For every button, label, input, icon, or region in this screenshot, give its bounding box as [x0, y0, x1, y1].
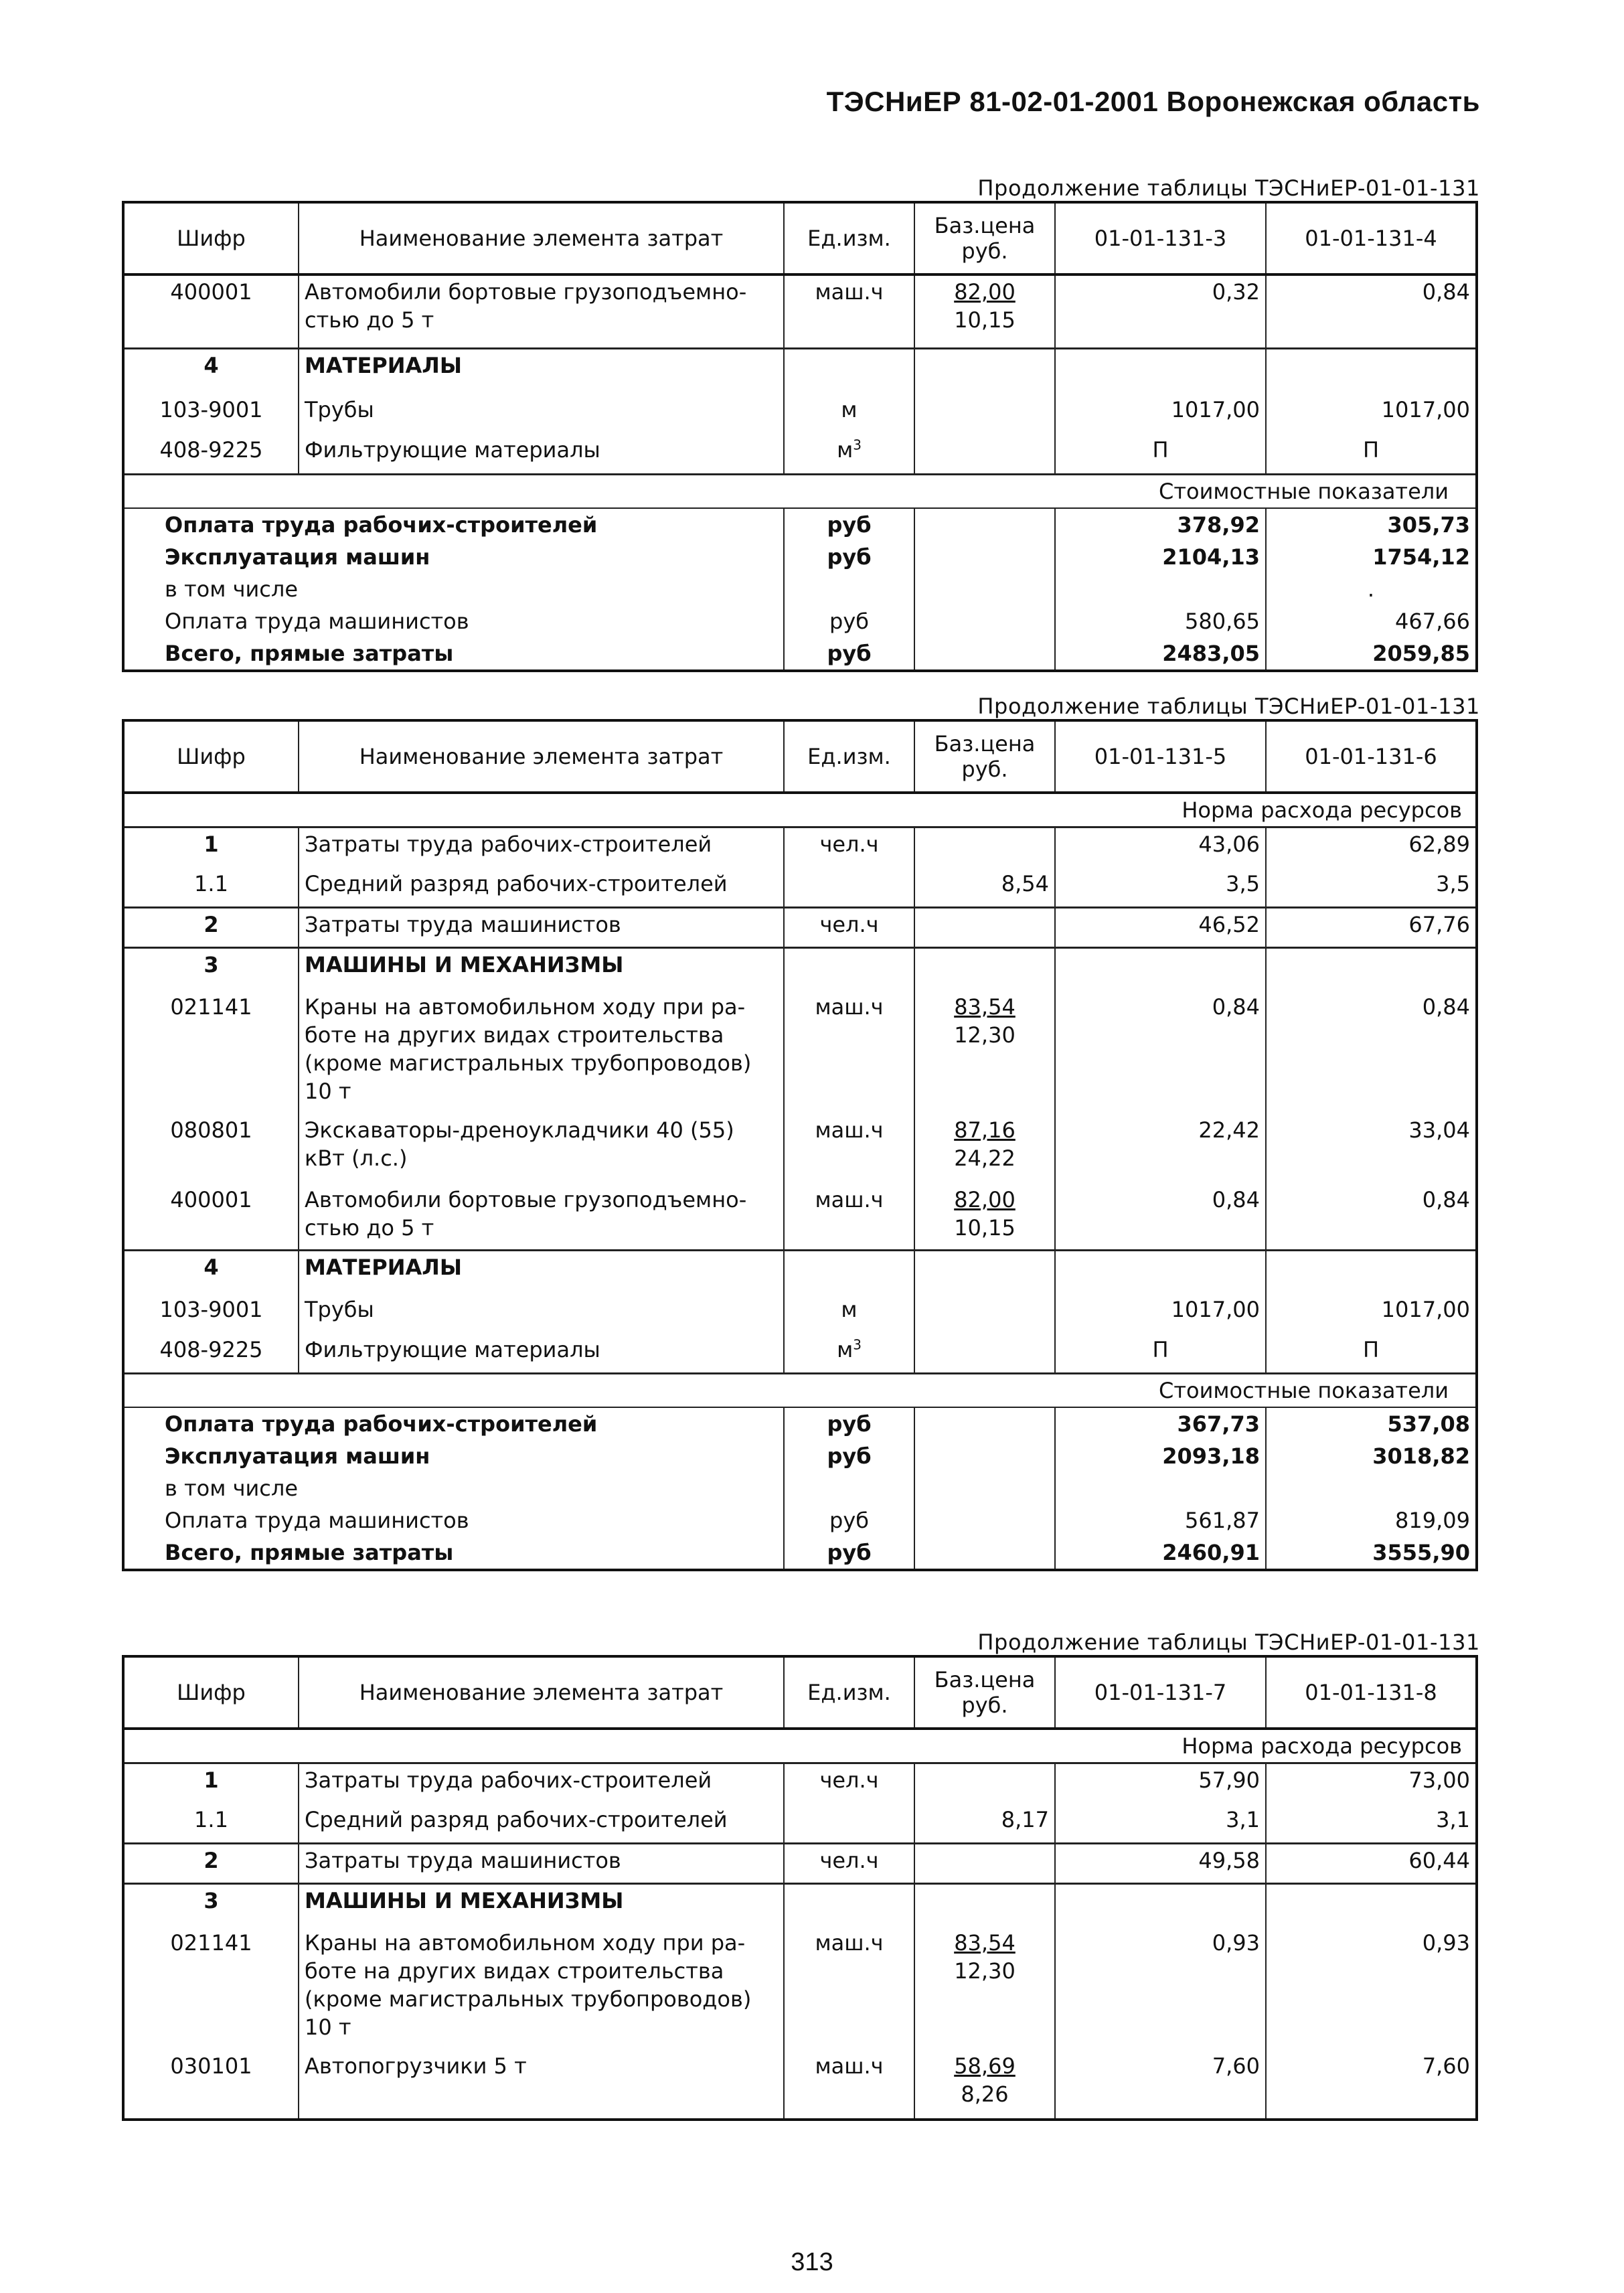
row-value-a: 3,1	[1055, 1804, 1266, 1844]
cost-label: Оплата труда рабочих-строителей	[123, 1407, 784, 1440]
empty-cell	[1266, 1884, 1477, 1927]
row-value-b: 67,76	[1266, 908, 1477, 948]
col-header-unit: Ед.изм.	[784, 720, 914, 793]
row-price	[914, 991, 1055, 1114]
cost-unit: руб	[784, 637, 914, 671]
row-unit: маш.ч	[784, 991, 914, 1114]
table-header-row	[123, 720, 1477, 793]
empty-cell	[914, 541, 1055, 573]
empty-cell	[914, 1536, 1055, 1570]
row-value-b: 7,60	[1266, 2050, 1477, 2120]
col-header-name: Наименование элемента затрат	[299, 720, 784, 793]
row-value-b: 0,84	[1266, 1184, 1477, 1251]
norm-section-title-row	[123, 793, 1477, 827]
cost-row	[123, 541, 1477, 573]
table-row	[123, 1293, 1477, 1334]
norm-section-title: Норма расхода ресурсов	[123, 793, 1477, 827]
empty-cell	[914, 605, 1055, 637]
cost-row	[123, 605, 1477, 637]
section-code: 3	[123, 1884, 299, 1927]
section-title: МАТЕРИАЛЫ	[299, 348, 784, 394]
cost-row	[123, 508, 1477, 541]
col-header-name: Наименование элемента затрат	[299, 202, 784, 274]
row-code: 2	[123, 908, 299, 948]
cost-value-a: 2460,91	[1055, 1536, 1266, 1570]
table-row	[123, 394, 1477, 434]
cost-value-a: 561,87	[1055, 1504, 1266, 1536]
cost-unit: руб	[784, 1504, 914, 1536]
empty-cell	[1266, 948, 1477, 991]
empty-cell	[914, 1334, 1055, 1374]
section-row	[123, 948, 1477, 991]
row-code: 408-9225	[123, 434, 299, 474]
cost-section-title-row	[123, 1374, 1477, 1408]
empty-cell	[1055, 948, 1266, 991]
unit-superscript: 3	[853, 437, 862, 453]
price-base: 87,16	[954, 1117, 1016, 1143]
row-value-a: П	[1055, 434, 1266, 474]
col-header-price: Баз.цена руб.	[914, 202, 1055, 274]
cost-row	[123, 1407, 1477, 1440]
row-value-b: 33,04	[1266, 1114, 1477, 1184]
price-base: 58,69	[954, 2053, 1016, 2079]
row-value-b: 73,00	[1266, 1763, 1477, 1804]
row-value-b: 60,44	[1266, 1844, 1477, 1884]
cost-value-a: 2104,13	[1055, 541, 1266, 573]
cost-row	[123, 1536, 1477, 1570]
price-base: 82,00	[954, 279, 1016, 305]
row-name: Затраты труда машинистов	[299, 908, 784, 948]
table-row	[123, 274, 1477, 348]
cost-value-b: .	[1266, 573, 1477, 605]
price-wage: 24,22	[954, 1145, 1016, 1171]
row-value-a: 1017,00	[1055, 1293, 1266, 1334]
table-row	[123, 1804, 1477, 1844]
cost-row	[123, 573, 1477, 605]
cost-unit: руб	[784, 1407, 914, 1440]
cost-value-b: 467,66	[1266, 605, 1477, 637]
empty-cell	[784, 348, 914, 394]
table-row	[123, 1334, 1477, 1374]
empty-cell	[1055, 573, 1266, 605]
cost-value-a: 580,65	[1055, 605, 1266, 637]
cost-section-title: Стоимостные показатели	[123, 474, 1477, 508]
row-code: 408-9225	[123, 1334, 299, 1374]
row-unit: маш.ч	[784, 274, 914, 348]
empty-cell	[784, 1884, 914, 1927]
row-code: 080801	[123, 1114, 299, 1184]
row-price	[914, 274, 1055, 348]
table-row	[123, 827, 1477, 868]
section-title: МАШИНЫ И МЕХАНИЗМЫ	[299, 948, 784, 991]
unit-superscript: 3	[853, 1336, 862, 1352]
row-value-a: 57,90	[1055, 1763, 1266, 1804]
row-code: 030101	[123, 2050, 299, 2120]
cost-row	[123, 1504, 1477, 1536]
row-name: Фильтрующие материалы	[299, 434, 784, 474]
col-header-code: Шифр	[123, 1656, 299, 1729]
row-value-b: 1017,00	[1266, 394, 1477, 434]
table-row	[123, 2050, 1477, 2120]
cost-row	[123, 637, 1477, 671]
empty-cell	[1266, 1472, 1477, 1504]
row-unit: чел.ч	[784, 827, 914, 868]
cost-value-b: 2059,85	[1266, 637, 1477, 671]
table-row	[123, 1184, 1477, 1251]
page-number: 313	[791, 2248, 833, 2276]
cost-label: в том числе	[123, 573, 784, 605]
row-name: Фильтрующие материалы	[299, 1334, 784, 1374]
empty-cell	[914, 508, 1055, 541]
row-price: 8,54	[914, 868, 1055, 908]
row-unit	[784, 434, 914, 474]
row-name: Затраты труда рабочих-строителей	[299, 827, 784, 868]
table-caption: Продолжение таблицы ТЭСНиЕР-01-01-131	[977, 175, 1480, 201]
row-name: Средний разряд рабочих-строителей	[299, 1804, 784, 1844]
row-value-a: 1017,00	[1055, 394, 1266, 434]
empty-cell	[1055, 1251, 1266, 1293]
row-value-b: 0,84	[1266, 274, 1477, 348]
row-value-a: 3,5	[1055, 868, 1266, 908]
section-code: 4	[123, 348, 299, 394]
row-value-a: 46,52	[1055, 908, 1266, 948]
col-header-name: Наименование элемента затрат	[299, 1656, 784, 1729]
col-header-price: Баз.цена руб.	[914, 720, 1055, 793]
row-value-b: 0,93	[1266, 1927, 1477, 2050]
empty-cell	[914, 908, 1055, 948]
table-row	[123, 1763, 1477, 1804]
unit-text: м	[837, 1336, 854, 1362]
resource-table-3	[122, 1655, 1478, 2121]
cost-label: Оплата труда рабочих-строителей	[123, 508, 784, 541]
section-title: МАТЕРИАЛЫ	[299, 1251, 784, 1293]
row-price	[914, 1114, 1055, 1184]
cost-unit: руб	[784, 605, 914, 637]
row-code: 021141	[123, 991, 299, 1114]
empty-cell	[1266, 348, 1477, 394]
row-value-a: 0,32	[1055, 274, 1266, 348]
row-unit: чел.ч	[784, 1844, 914, 1884]
cost-row	[123, 1440, 1477, 1472]
table-row	[123, 434, 1477, 474]
cost-value-b: 3555,90	[1266, 1536, 1477, 1570]
table-row	[123, 991, 1477, 1114]
norm-section-title: Норма расхода ресурсов	[123, 1729, 1477, 1763]
cost-value-b: 3018,82	[1266, 1440, 1477, 1472]
row-name: Затраты труда машинистов	[299, 1844, 784, 1884]
empty-cell	[1266, 1251, 1477, 1293]
cost-value-b: 537,08	[1266, 1407, 1477, 1440]
row-name: Краны на автомобильном ходу при ра-боте на других видах строительства (кроме магистральных трубопроводов) 10 т	[299, 991, 784, 1114]
cost-value-b: 1754,12	[1266, 541, 1477, 573]
row-price	[914, 1927, 1055, 2050]
col-header-code: Шифр	[123, 202, 299, 274]
cost-row	[123, 1472, 1477, 1504]
col-header-norm-a: 01-01-131-3	[1055, 202, 1266, 274]
price-wage: 10,15	[954, 1214, 1016, 1241]
price-base: 83,54	[954, 994, 1016, 1020]
cost-unit: руб	[784, 1440, 914, 1472]
row-name: Средний разряд рабочих-строителей	[299, 868, 784, 908]
row-name: Трубы	[299, 1293, 784, 1334]
cost-value-a: 2483,05	[1055, 637, 1266, 671]
row-code: 1	[123, 827, 299, 868]
row-value-a: 43,06	[1055, 827, 1266, 868]
row-value-b: 1017,00	[1266, 1293, 1477, 1334]
row-unit: маш.ч	[784, 1114, 914, 1184]
unit-text: м	[837, 437, 854, 463]
price-wage: 12,30	[954, 1958, 1016, 1984]
row-price	[914, 2050, 1055, 2120]
col-header-price: Баз.цена руб.	[914, 1656, 1055, 1729]
row-unit: маш.ч	[784, 1927, 914, 2050]
section-code: 4	[123, 1251, 299, 1293]
row-name: Автомобили бортовые грузоподъемно-стью до 5 т	[299, 274, 784, 348]
table-caption: Продолжение таблицы ТЭСНиЕР-01-01-131	[977, 694, 1480, 719]
table-row	[123, 1114, 1477, 1184]
empty-cell	[914, 948, 1055, 991]
col-header-unit: Ед.изм.	[784, 1656, 914, 1729]
col-header-norm-b: 01-01-131-6	[1266, 720, 1477, 793]
row-code: 103-9001	[123, 394, 299, 434]
empty-cell	[784, 868, 914, 908]
resource-table-2	[122, 719, 1478, 1571]
cost-label: Всего, прямые затраты	[123, 1536, 784, 1570]
empty-cell	[784, 1472, 914, 1504]
cost-section-title-row	[123, 474, 1477, 508]
cost-value-a: 2093,18	[1055, 1440, 1266, 1472]
row-unit: м	[784, 394, 914, 434]
cost-label: Оплата труда машинистов	[123, 605, 784, 637]
row-code: 1.1	[123, 868, 299, 908]
section-row	[123, 1251, 1477, 1293]
row-name: Автопогрузчики 5 т	[299, 2050, 784, 2120]
row-code: 103-9001	[123, 1293, 299, 1334]
cost-unit: руб	[784, 541, 914, 573]
col-header-norm-b: 01-01-131-4	[1266, 202, 1477, 274]
cost-value-b: 819,09	[1266, 1504, 1477, 1536]
row-unit	[784, 1334, 914, 1374]
row-value-a: 0,93	[1055, 1927, 1266, 2050]
row-value-b: 0,84	[1266, 991, 1477, 1114]
document-header: ТЭСНиЕР 81-02-01-2001 Воронежская область	[826, 86, 1480, 117]
empty-cell	[914, 434, 1055, 474]
row-code: 021141	[123, 1927, 299, 2050]
row-unit: м	[784, 1293, 914, 1334]
empty-cell	[914, 1884, 1055, 1927]
empty-cell	[1055, 1884, 1266, 1927]
row-code: 400001	[123, 1184, 299, 1251]
row-value-a: 22,42	[1055, 1114, 1266, 1184]
row-value-b: 62,89	[1266, 827, 1477, 868]
table-row	[123, 908, 1477, 948]
row-value-a: П	[1055, 1334, 1266, 1374]
table-row	[123, 1844, 1477, 1884]
empty-cell	[784, 1251, 914, 1293]
row-value-b: П	[1266, 1334, 1477, 1374]
empty-cell	[914, 1407, 1055, 1440]
cost-value-a: 378,92	[1055, 508, 1266, 541]
cost-value-a: 367,73	[1055, 1407, 1266, 1440]
row-name: Краны на автомобильном ходу при ра-боте на других видах строительства (кроме магистральных трубопроводов) 10 т	[299, 1927, 784, 2050]
table-row	[123, 1927, 1477, 2050]
section-row	[123, 348, 1477, 394]
col-header-norm-b: 01-01-131-8	[1266, 1656, 1477, 1729]
empty-cell	[914, 1844, 1055, 1884]
cost-label: Всего, прямые затраты	[123, 637, 784, 671]
empty-cell	[914, 1293, 1055, 1334]
empty-cell	[784, 948, 914, 991]
empty-cell	[1055, 1472, 1266, 1504]
empty-cell	[914, 1472, 1055, 1504]
row-price	[914, 1184, 1055, 1251]
row-code: 400001	[123, 274, 299, 348]
row-name: Экскаваторы-дреноукладчики 40 (55) кВт (л.с.)	[299, 1114, 784, 1184]
cost-label: в том числе	[123, 1472, 784, 1504]
cost-label: Оплата труда машинистов	[123, 1504, 784, 1536]
row-unit: чел.ч	[784, 908, 914, 948]
col-header-norm-a: 01-01-131-7	[1055, 1656, 1266, 1729]
row-name: Трубы	[299, 394, 784, 434]
cost-unit: руб	[784, 508, 914, 541]
row-value-b: 3,1	[1266, 1804, 1477, 1844]
empty-cell	[914, 827, 1055, 868]
empty-cell	[914, 573, 1055, 605]
row-code: 2	[123, 1844, 299, 1884]
table-caption: Продолжение таблицы ТЭСНиЕР-01-01-131	[977, 1630, 1480, 1655]
table-header-row	[123, 1656, 1477, 1729]
empty-cell	[914, 1440, 1055, 1472]
table-header-row	[123, 202, 1477, 274]
empty-cell	[784, 1804, 914, 1844]
row-value-a: 0,84	[1055, 1184, 1266, 1251]
empty-cell	[914, 1251, 1055, 1293]
norm-section-title-row	[123, 1729, 1477, 1763]
price-wage: 12,30	[954, 1022, 1016, 1048]
col-header-code: Шифр	[123, 720, 299, 793]
price-base: 82,00	[954, 1186, 1016, 1212]
section-code: 3	[123, 948, 299, 991]
col-header-unit: Ед.изм.	[784, 202, 914, 274]
cost-label: Эксплуатация машин	[123, 1440, 784, 1472]
section-title: МАШИНЫ И МЕХАНИЗМЫ	[299, 1884, 784, 1927]
cost-label: Эксплуатация машин	[123, 541, 784, 573]
cost-value-b: 305,73	[1266, 508, 1477, 541]
row-unit: маш.ч	[784, 1184, 914, 1251]
price-wage: 10,15	[954, 307, 1016, 333]
col-header-norm-a: 01-01-131-5	[1055, 720, 1266, 793]
row-unit: маш.ч	[784, 2050, 914, 2120]
row-unit: чел.ч	[784, 1763, 914, 1804]
row-code: 1.1	[123, 1804, 299, 1844]
resource-table-1	[122, 201, 1478, 672]
row-name: Автомобили бортовые грузоподъемно-стью до 5 т	[299, 1184, 784, 1251]
row-value-a: 7,60	[1055, 2050, 1266, 2120]
row-name: Затраты труда рабочих-строителей	[299, 1763, 784, 1804]
row-price: 8,17	[914, 1804, 1055, 1844]
price-wage: 8,26	[961, 2081, 1009, 2107]
empty-cell	[914, 348, 1055, 394]
row-value-b: 3,5	[1266, 868, 1477, 908]
table-row	[123, 868, 1477, 908]
empty-cell	[1055, 348, 1266, 394]
empty-cell	[784, 573, 914, 605]
empty-cell	[914, 1504, 1055, 1536]
cost-unit: руб	[784, 1536, 914, 1570]
empty-cell	[914, 1763, 1055, 1804]
section-row	[123, 1884, 1477, 1927]
empty-cell	[914, 637, 1055, 671]
row-value-a: 0,84	[1055, 991, 1266, 1114]
row-value-a: 49,58	[1055, 1844, 1266, 1884]
cost-section-title: Стоимостные показатели	[123, 1374, 1477, 1408]
row-code: 1	[123, 1763, 299, 1804]
empty-cell	[914, 394, 1055, 434]
row-value-b: П	[1266, 434, 1477, 474]
price-base: 83,54	[954, 1929, 1016, 1956]
